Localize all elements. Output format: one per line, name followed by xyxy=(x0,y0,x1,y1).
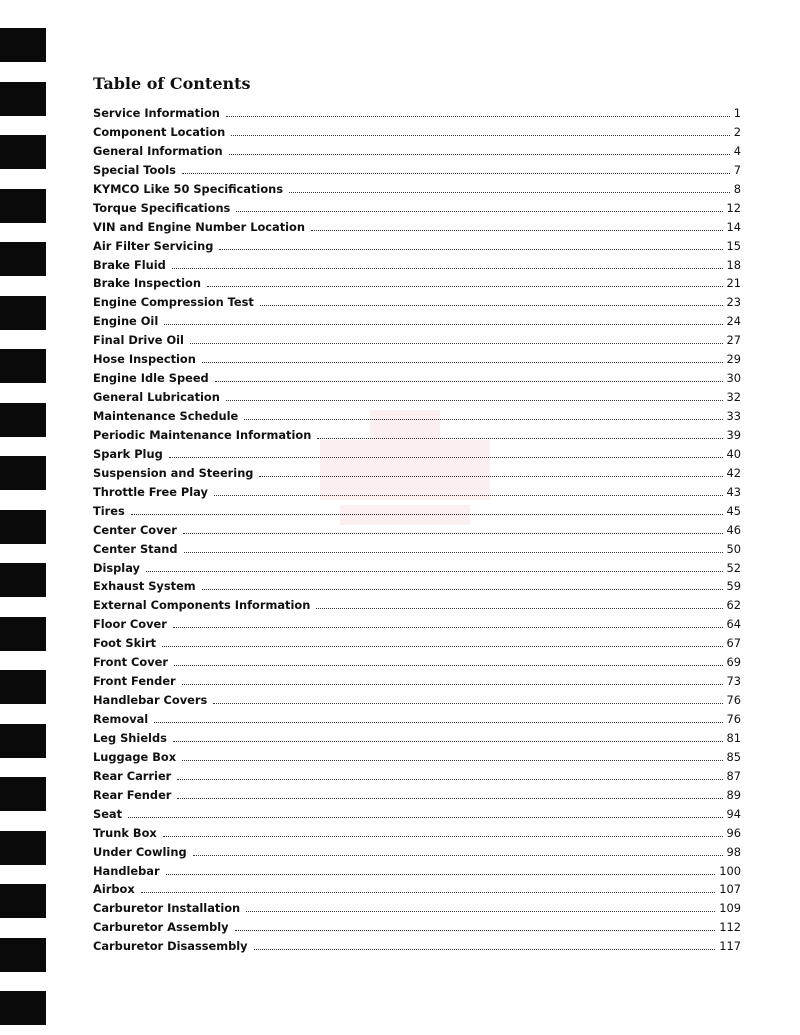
toc-leader-dots xyxy=(193,845,723,856)
toc-entry-page-number: 42 xyxy=(726,465,741,480)
binding-tab xyxy=(0,563,46,597)
toc-leader-dots xyxy=(169,447,723,458)
toc-entry[interactable] xyxy=(93,864,741,883)
toc-leader-dots xyxy=(202,352,723,363)
toc-entry[interactable] xyxy=(93,901,741,920)
toc-leader-dots xyxy=(254,939,716,950)
toc-entry[interactable] xyxy=(93,106,741,125)
binding-tab xyxy=(0,991,46,1025)
toc-entry-page-number: 87 xyxy=(726,768,741,783)
toc-leader-dots xyxy=(154,712,722,723)
toc-leader-dots xyxy=(172,258,723,269)
toc-leader-dots xyxy=(226,106,730,117)
toc-entry-page-number: 62 xyxy=(726,598,741,613)
toc-entry-label: Luggage Box xyxy=(93,749,177,764)
toc-entry[interactable] xyxy=(93,731,741,750)
toc-entry-label: Trunk Box xyxy=(93,825,157,840)
toc-entry-label: Component Location xyxy=(93,124,226,139)
toc-entry-label: Rear Fender xyxy=(93,787,172,802)
toc-leader-dots xyxy=(190,333,723,344)
toc-entry-label: Brake Fluid xyxy=(93,257,166,272)
toc-entry[interactable] xyxy=(93,258,741,277)
toc-entry-label: Engine Oil xyxy=(93,314,159,329)
toc-entry-page-number: 94 xyxy=(726,806,741,821)
toc-entry[interactable] xyxy=(93,371,741,390)
toc-entry[interactable] xyxy=(93,125,741,144)
toc-entry[interactable] xyxy=(93,617,741,636)
toc-entry-label: Center Stand xyxy=(93,541,178,556)
toc-leader-dots xyxy=(235,920,716,931)
toc-entry[interactable] xyxy=(93,769,741,788)
toc-entry-page-number: 69 xyxy=(726,655,741,670)
toc-entry-page-number: 117 xyxy=(719,939,741,954)
toc-entry-page-number: 50 xyxy=(726,541,741,556)
toc-leader-dots xyxy=(215,371,723,382)
toc-entry[interactable] xyxy=(93,239,741,258)
toc-entry-page-number: 24 xyxy=(726,314,741,329)
toc-entry-page-number: 32 xyxy=(726,390,741,405)
toc-leader-dots xyxy=(226,390,723,401)
toc-leader-dots xyxy=(259,466,722,477)
binding-tab xyxy=(0,884,46,918)
toc-entry-page-number: 27 xyxy=(726,333,741,348)
toc-entry-page-number: 85 xyxy=(726,749,741,764)
binding-tab xyxy=(0,349,46,383)
toc-entry-label: Carburetor Installation xyxy=(93,901,241,916)
binding-tab xyxy=(0,831,46,865)
toc-leader-dots xyxy=(184,542,723,553)
toc-entry[interactable] xyxy=(93,693,741,712)
toc-entry[interactable] xyxy=(93,182,741,201)
toc-entry-label: Throttle Free Play xyxy=(93,484,208,499)
binding-tab xyxy=(0,510,46,544)
toc-entry-page-number: 100 xyxy=(719,863,741,878)
toc-entry-page-number: 8 xyxy=(733,181,741,196)
toc-entry[interactable] xyxy=(93,409,741,428)
binding-tab xyxy=(0,242,46,276)
spiral-binding xyxy=(0,0,60,1035)
toc-entry-label: Front Cover xyxy=(93,655,168,670)
toc-entry-page-number: 98 xyxy=(726,844,741,859)
toc-entry-page-number: 73 xyxy=(726,674,741,689)
toc-leader-dots xyxy=(166,864,716,875)
toc-entry-label: Suspension and Steering xyxy=(93,465,254,480)
toc-entry[interactable] xyxy=(93,144,741,163)
page-title: Table of Contents xyxy=(93,74,251,93)
toc-entry-page-number: 76 xyxy=(726,712,741,726)
toc-leader-dots xyxy=(207,276,723,287)
toc-entry[interactable] xyxy=(93,579,741,598)
toc-entry-label: Carburetor Assembly xyxy=(93,920,229,935)
toc-leader-dots xyxy=(174,655,723,666)
toc-entry-label: External Components Information xyxy=(93,598,311,613)
toc-leader-dots xyxy=(236,201,722,212)
toc-entry-label: Carburetor Disassembly xyxy=(93,939,248,954)
toc-entry-page-number: 29 xyxy=(726,352,741,367)
toc-entry[interactable] xyxy=(93,561,741,580)
toc-entry-page-number: 52 xyxy=(726,560,741,575)
toc-entry[interactable] xyxy=(93,655,741,674)
toc-entry-label: Maintenance Schedule xyxy=(93,409,239,423)
toc-entry-page-number: 81 xyxy=(726,730,741,745)
toc-entry-page-number: 12 xyxy=(726,200,741,215)
toc-entry-page-number: 30 xyxy=(726,371,741,386)
toc-entry-page-number: 89 xyxy=(726,787,741,802)
toc-leader-dots xyxy=(214,485,723,496)
toc-entry-label: KYMCO Like 50 Specifications xyxy=(93,181,284,196)
toc-entry[interactable] xyxy=(93,750,741,769)
toc-entry[interactable] xyxy=(93,826,741,845)
toc-entry-page-number: 96 xyxy=(726,825,741,840)
binding-tab xyxy=(0,724,46,758)
toc-entry-label: Leg Shields xyxy=(93,730,167,745)
toc-entry[interactable] xyxy=(93,352,741,371)
toc-leader-dots xyxy=(164,314,722,325)
toc-entry-label: Rear Carrier xyxy=(93,768,172,783)
toc-entry-label: Service Information xyxy=(93,106,220,120)
toc-entry-page-number: 15 xyxy=(726,238,741,253)
toc-entry[interactable] xyxy=(93,788,741,807)
toc-entry-page-number: 59 xyxy=(726,579,741,594)
toc-leader-dots xyxy=(260,295,723,306)
toc-entry[interactable] xyxy=(93,939,741,958)
toc-entry-label: Removal xyxy=(93,712,149,726)
toc-entry-label: Engine Compression Test xyxy=(93,295,254,310)
toc-leader-dots xyxy=(202,579,723,590)
toc-leader-dots xyxy=(229,144,730,155)
toc-entry-label: Final Drive Oil xyxy=(93,333,184,348)
toc-entry-label: Exhaust System xyxy=(93,579,196,594)
toc-entry-page-number: 39 xyxy=(726,427,741,442)
toc-entry[interactable] xyxy=(93,504,741,523)
toc-leader-dots xyxy=(183,523,723,534)
toc-entry[interactable] xyxy=(93,598,741,617)
toc-entry[interactable] xyxy=(93,466,741,485)
toc-entry-label: Under Cowling xyxy=(93,844,187,859)
toc-entry-label: Tires xyxy=(93,503,125,518)
toc-leader-dots xyxy=(182,163,730,174)
toc-leader-dots xyxy=(182,674,723,685)
toc-entry[interactable] xyxy=(93,636,741,655)
toc-entry-page-number: 76 xyxy=(726,693,741,708)
toc-entry[interactable] xyxy=(93,220,741,239)
binding-tab xyxy=(0,670,46,704)
toc-entry-page-number: 40 xyxy=(726,446,741,461)
toc-leader-dots xyxy=(231,125,730,136)
toc-entry-page-number: 23 xyxy=(726,295,741,310)
toc-entry-page-number: 2 xyxy=(733,124,741,139)
binding-tab xyxy=(0,456,46,490)
toc-entry[interactable] xyxy=(93,920,741,939)
toc-entry-page-number: 64 xyxy=(726,617,741,632)
toc-leader-dots xyxy=(141,882,716,893)
toc-entry-page-number: 112 xyxy=(719,920,741,935)
toc-entry-label: VIN and Engine Number Location xyxy=(93,219,305,234)
toc-entry-page-number: 46 xyxy=(726,522,741,537)
toc-leader-dots xyxy=(213,693,722,704)
table-of-contents xyxy=(93,106,741,958)
toc-entry-page-number: 33 xyxy=(726,409,741,423)
toc-entry-page-number: 14 xyxy=(726,219,741,234)
toc-entry[interactable] xyxy=(93,712,741,731)
toc-entry[interactable] xyxy=(93,333,741,352)
toc-entry-label: Handlebar Covers xyxy=(93,693,208,708)
toc-entry-label: Special Tools xyxy=(93,162,176,177)
toc-leader-dots xyxy=(182,750,722,761)
toc-entry-page-number: 109 xyxy=(719,901,741,916)
toc-entry[interactable] xyxy=(93,163,741,182)
toc-entry-label: Front Fender xyxy=(93,674,176,689)
toc-entry-label: Brake Inspection xyxy=(93,276,201,291)
toc-leader-dots xyxy=(289,182,730,193)
toc-entry[interactable] xyxy=(93,542,741,561)
toc-leader-dots xyxy=(162,636,722,647)
toc-entry-page-number: 67 xyxy=(726,636,741,651)
toc-entry-label: Handlebar xyxy=(93,863,160,878)
toc-leader-dots xyxy=(177,788,722,799)
toc-leader-dots xyxy=(173,617,723,628)
toc-entry[interactable] xyxy=(93,882,741,901)
toc-entry-label: Torque Specifications xyxy=(93,200,231,215)
toc-entry-label: Foot Skirt xyxy=(93,636,157,651)
toc-leader-dots xyxy=(246,901,715,912)
binding-tab xyxy=(0,189,46,223)
binding-tab xyxy=(0,938,46,972)
toc-entry-page-number: 7 xyxy=(733,162,741,177)
toc-entry-label: Floor Cover xyxy=(93,617,167,632)
toc-leader-dots xyxy=(311,220,723,231)
toc-entry-page-number: 107 xyxy=(719,882,741,897)
toc-entry[interactable] xyxy=(93,807,741,826)
toc-leader-dots xyxy=(163,826,723,837)
toc-entry-label: Airbox xyxy=(93,882,135,897)
toc-entry-page-number: 21 xyxy=(726,276,741,291)
toc-entry-page-number: 4 xyxy=(733,143,741,158)
toc-entry-label: Spark Plug xyxy=(93,446,163,461)
toc-entry-page-number: 43 xyxy=(726,484,741,499)
toc-entry-label: Engine Idle Speed xyxy=(93,371,209,386)
binding-tab xyxy=(0,777,46,811)
toc-entry[interactable] xyxy=(93,201,741,220)
toc-leader-dots xyxy=(177,769,722,780)
toc-entry-label: Periodic Maintenance Information xyxy=(93,427,312,442)
toc-entry-page-number: 45 xyxy=(726,503,741,518)
toc-entry[interactable] xyxy=(93,485,741,504)
toc-entry-label: Center Cover xyxy=(93,522,177,537)
toc-entry[interactable] xyxy=(93,447,741,466)
toc-entry[interactable] xyxy=(93,674,741,693)
toc-entry-label: Hose Inspection xyxy=(93,352,196,367)
binding-tab xyxy=(0,296,46,330)
toc-entry[interactable] xyxy=(93,276,741,295)
toc-entry-page-number: 18 xyxy=(726,257,741,272)
toc-entry-label: General Lubrication xyxy=(93,390,220,405)
toc-entry[interactable] xyxy=(93,295,741,314)
toc-leader-dots xyxy=(219,239,722,250)
toc-entry[interactable] xyxy=(93,428,741,447)
binding-tab xyxy=(0,617,46,651)
toc-entry-label: Display xyxy=(93,560,140,575)
toc-leader-dots xyxy=(128,807,722,818)
toc-leader-dots xyxy=(244,409,722,420)
toc-entry-label: Air Filter Servicing xyxy=(93,238,214,253)
binding-tab xyxy=(0,135,46,169)
binding-tab xyxy=(0,28,46,62)
toc-entry-label: General Information xyxy=(93,143,223,158)
toc-entry-page-number: 1 xyxy=(733,106,741,120)
toc-entry[interactable] xyxy=(93,390,741,409)
toc-entry[interactable] xyxy=(93,845,741,864)
binding-tab xyxy=(0,82,46,116)
toc-entry[interactable] xyxy=(93,523,741,542)
binding-tab xyxy=(0,403,46,437)
toc-leader-dots xyxy=(131,504,723,515)
toc-leader-dots xyxy=(173,731,723,742)
toc-leader-dots xyxy=(316,598,722,609)
toc-leader-dots xyxy=(146,561,723,572)
toc-leader-dots xyxy=(317,428,722,439)
toc-entry[interactable] xyxy=(93,314,741,333)
toc-entry-label: Seat xyxy=(93,806,123,821)
